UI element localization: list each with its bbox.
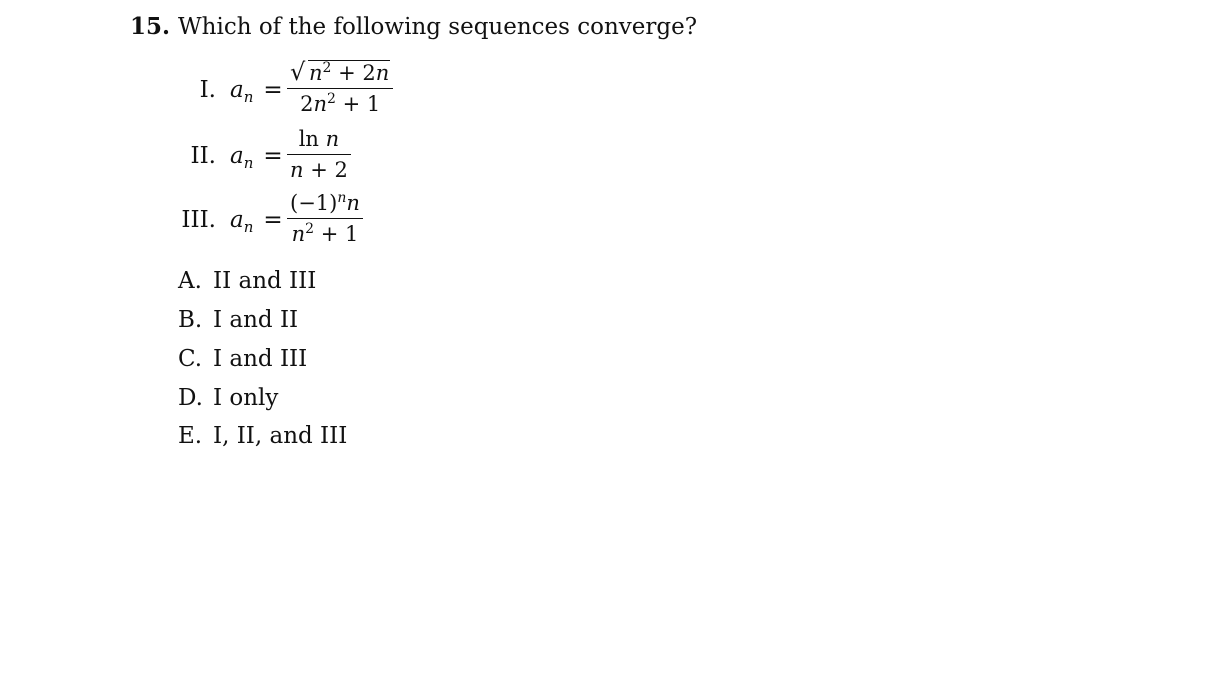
item-lhs [230,77,283,106]
choice-text: I only [213,385,279,411]
choice-text: I and III [213,346,308,372]
fraction-numerator [287,60,393,86]
answer-choice-e[interactable] [178,421,347,451]
choice-text: I and II [213,307,299,333]
choice-letter: D. [178,385,203,411]
answer-choice-d[interactable] [178,383,278,413]
fraction-bar [287,218,363,219]
lhs-variable: a [230,143,244,169]
sequence-item-2 [0,126,400,186]
fraction [287,60,393,117]
choice-letter: E. [178,423,203,449]
answer-choice-c[interactable] [178,344,307,374]
item-lhs [230,207,283,236]
sequence-item-3 [0,190,400,250]
choice-letter: B. [178,307,203,333]
answer-choice-a[interactable] [178,266,316,296]
fraction-denominator: $n^2 + 1$ [291,221,359,246]
choice-text: I, II, and III [213,423,348,449]
fraction-bar [287,88,393,89]
equals-sign: = [263,143,283,169]
item-roman-numeral: I. [199,77,216,103]
item-lhs [230,143,283,172]
fraction-bar [287,154,351,155]
lhs-subscript: n [243,154,254,172]
item-roman-numeral: II. [190,143,216,169]
fraction [287,126,351,183]
fraction-denominator: $2n^2 + 1$ [300,91,381,116]
fraction-denominator: n + 2 [290,158,348,182]
equals-sign: = [263,207,283,233]
lhs-subscript: n [243,88,254,106]
lhs-variable: a [230,207,244,233]
lhs-subscript: n [243,218,254,236]
choice-letter: A. [178,268,202,294]
item-roman-numeral: III. [181,207,216,233]
fraction-numerator: $(-1)^nn$ [290,190,360,215]
question-number: 15. [130,13,171,40]
choice-text: II and III [213,268,317,294]
choice-letter: C. [178,346,203,372]
fraction [287,190,363,247]
fraction-numerator: ln n [298,127,340,151]
lhs-variable: a [230,77,244,103]
equals-sign: = [263,77,283,103]
radicand: $n^2 + 2n$ [309,60,390,85]
sequence-item-1 [0,60,400,120]
radical-sign-icon: √ [290,58,306,86]
question-stem [130,12,697,42]
square-root [290,60,390,86]
question-text: Which of the following sequences converge? [178,14,698,40]
answer-choice-b[interactable] [178,305,298,335]
